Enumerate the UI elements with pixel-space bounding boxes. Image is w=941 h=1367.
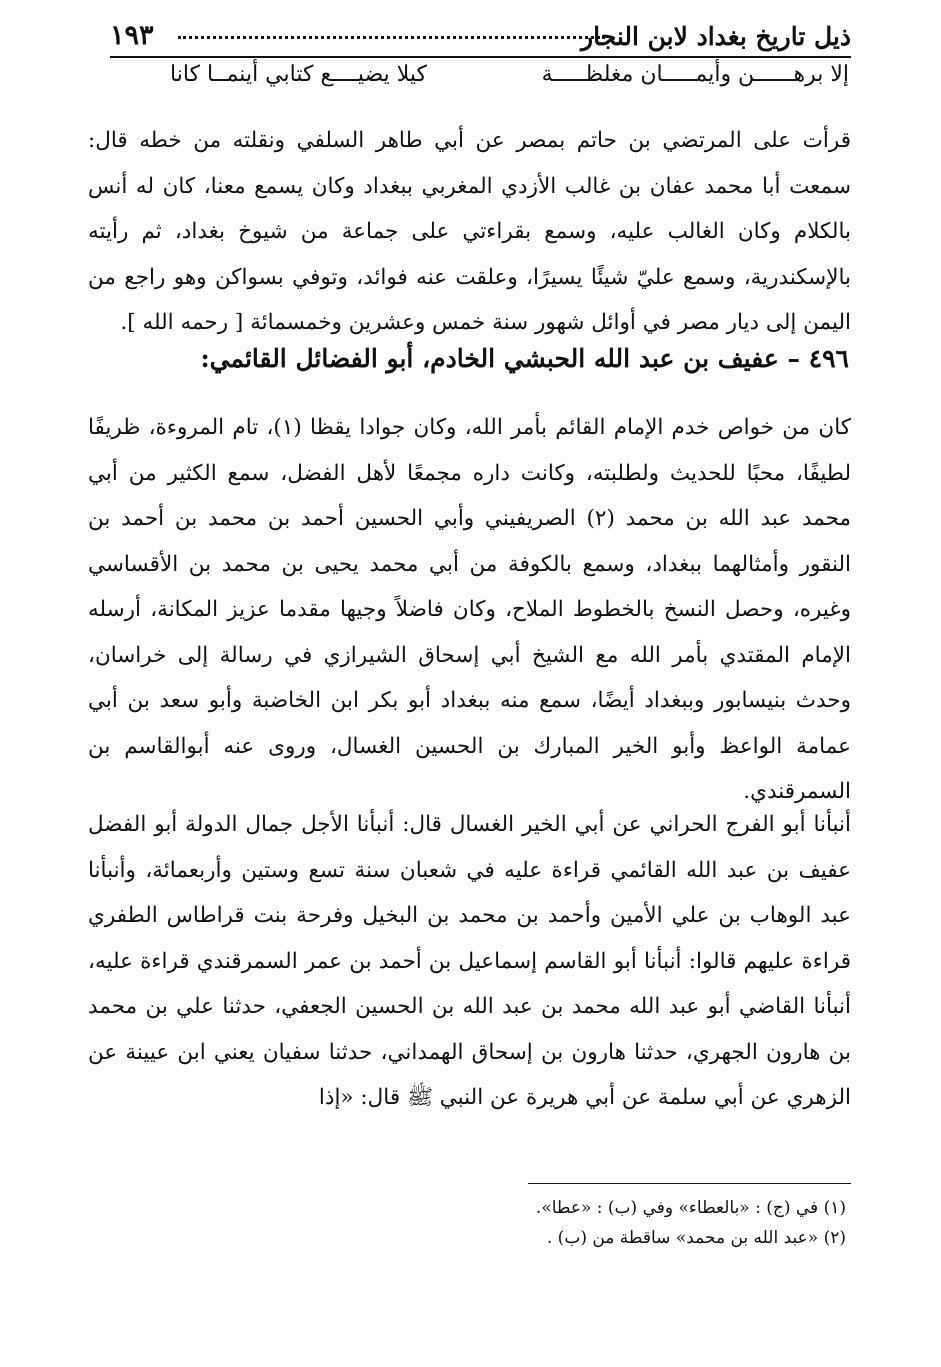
entry-heading-496: ٤٩٦ – عفيف بن عبد الله الحبشي الخادم، أبو الفضائل القائمي: bbox=[200, 344, 849, 373]
paragraph-isnad: أنبأنا أبو الفرج الحراني عن أبي الخير الغسال قال: أنبأنا الأجل جمال الدولة أبو الفضل عفيف بن عبد الله القائمي قراءة عليه في شعبان سنة تسع وستين وأربعمائة، وأنبأنا عبد الوهاب بن علي الأمين وأحمد بن محمد بن البخيل وفرحة بنت قراطاس الطفري قراءة عليهم قالوا: أنبأنا أبو القاسم إسماعيل بن أحمد بن عمر السمرقندي قراءة عليه، أنبأنا القاضي أبو عبد الله محمد بن عبد الله بن الحسين الجعفي، حدثنا علي بن محمد بن هارون الجهري، حدثنا هارون بن إسحاق الهمداني، حدثنا سفيان يعني ابن عيينة عن الزهري عن أبي سلمة عن أبي هريرة عن النبي ﷺ قال: «إذا bbox=[88, 812, 851, 1110]
leader-dots bbox=[178, 36, 605, 39]
verse-first-hemistich: إلا برهــــــن وأيمـــــان مغلظـــــة bbox=[541, 62, 849, 87]
footnotes bbox=[386, 1193, 846, 1253]
running-header bbox=[110, 16, 851, 58]
page-number: ١٩٣ bbox=[110, 20, 154, 51]
running-title: ذيل تاريخ بغداد لابن النجار bbox=[581, 22, 851, 51]
verse-second-hemistich: كيلا يضيــــع كتابي أينمــا كانا bbox=[170, 62, 428, 87]
poem-verse bbox=[170, 62, 849, 96]
footnote-2: (٢) «عبد الله بن محمد» ساقطة من (ب) . bbox=[546, 1228, 846, 1248]
paragraph-biography: كان من خواص خدم الإمام القائم بأمر الله، وكان جوادا يقظا (١)، تام المروءة، ظريفًا لطيفًا، محبًا للحديث ولطلبته، وكانت داره مجمعًا لأهل الفضل، سمع الكثير من أبي محمد عبد الله بن محمد (٢) الصريفيني وأبي الحسين أحمد بن محمد بن أحمد بن النقور وأمثالهما ببغداد، وسمع بالكوفة من أبي محمد يحيى بن محمد بن الأقساسي وغيره، وحصل النسخ بالخطوط الملاح، وكان فاضلاً وجيها مقدما عزيز المكانة، أرسله الإمام المقتدي بأمر الله مع الشيخ أبي إسحاق الشيرازي في رسالة إلى خراسان، وحدث بنيسابور وببغداد أيضًا، سمع منه ببغداد أبو بكر ابن الخاضبة وأبو سعد بن أبي عمامة الواعظ وأبو الخير المبارك بن الحسين الغسال، وروى عنه أبوالقاسم بن السمرقندي. bbox=[88, 415, 852, 804]
paragraph-salafi-narration: قرأت على المرتضي بن حاتم بمصر عن أبي طاهر السلفي ونقلته من خطه قال: سمعت أبا محمد عفان بن غالب الأزدي المغربي ببغداد وكان يسمع معنا، كان له أنس بالكلام وكان الغالب عليه، وسمع بقراءتي على جماعة من شيوخ بغداد، ثم رأيته بالإسكندرية، وسمع عليّ شيئًا يسيرًا، وعلقت عنه فوائد، وتوفي بسواكن وهو راجع من اليمن إلى ديار مصر في أوائل شهور سنة خمس وعشرين وخمسمائة [ رحمه الله ]. bbox=[88, 128, 851, 335]
footnote-separator bbox=[528, 1183, 851, 1184]
footnote-1: (١) في (ج) : «بالعطاء» وفي (ب) : «عطا». bbox=[535, 1198, 846, 1218]
